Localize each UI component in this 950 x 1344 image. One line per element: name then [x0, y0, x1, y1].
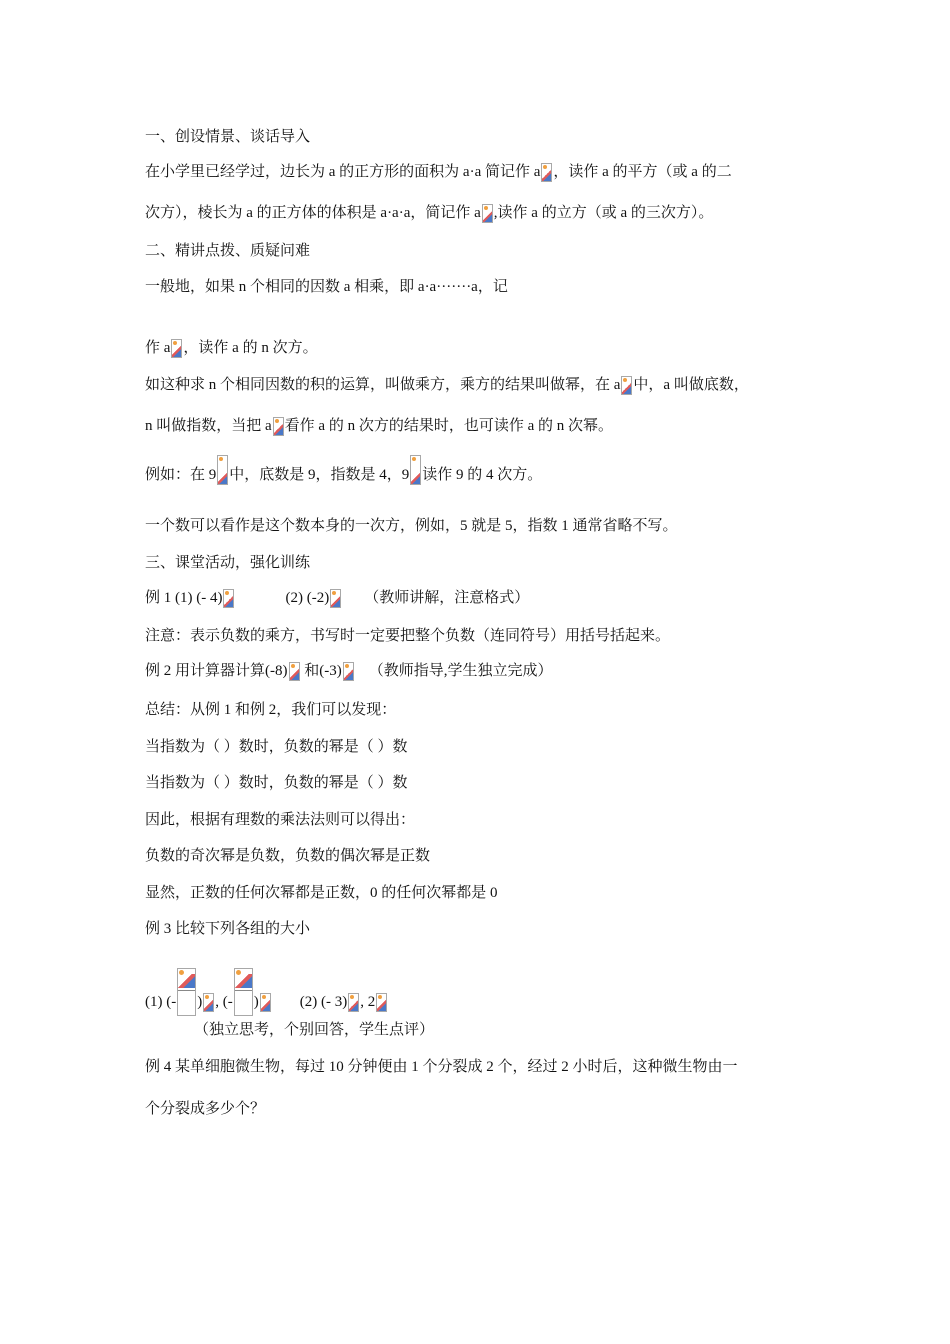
formula-image-icon [217, 455, 228, 485]
text: 读作 9 的 4 次方。 [422, 467, 543, 483]
paragraph-line [145, 375, 749, 395]
text: 如这种求 n 个相同因数的积的运算，叫做乘方，乘方的结果叫做幂，在 a [145, 377, 621, 393]
example-3-line [145, 968, 388, 1010]
paragraph-line [145, 338, 318, 358]
formula-image-icon [621, 376, 632, 395]
text: （教师指导,学生独立完成） [368, 663, 553, 679]
formula-image-icon [541, 163, 552, 182]
text: ) [197, 994, 203, 1010]
example-4-line: 例 4 某单细胞微生物，每过 10 分钟便由 1 个分裂成 2 个，经过 2 小时后，这种微生物由一 [145, 1059, 738, 1075]
formula-image-icon [260, 993, 271, 1012]
text: 例 1 (1) (- 4) [145, 590, 223, 606]
text: (1) (- [145, 994, 177, 1010]
text: （教师讲解，注意格式） [364, 590, 530, 606]
note-line: （独立思考，个别回答，学生点评） [194, 1022, 435, 1038]
text: 例如：在 9 [145, 467, 217, 483]
example-4-line: 个分裂成多少个？ [145, 1101, 266, 1117]
paragraph-line: 因此，根据有理数的乘法法则可以得出： [145, 812, 416, 828]
formula-image-icon [376, 993, 387, 1012]
text: 例 2 用计算器计算(-8) [145, 663, 288, 679]
paragraph-line: 负数的奇次幂是负数，负数的偶次幂是正数 [145, 848, 431, 864]
paragraph-line: 显然，正数的任何次幂都是正数，0 的任何次幂都是 0 [145, 885, 498, 901]
formula-image-icon [223, 589, 234, 608]
section-heading-1: 一、创设情景、谈话导入 [145, 129, 311, 145]
text: (2) (- 3) [299, 994, 348, 1010]
paragraph-line [145, 162, 732, 182]
paragraph-line [145, 455, 543, 483]
text: 中，底数是 9，指数是 4，9 [229, 467, 410, 483]
text: , 2 [360, 994, 376, 1010]
paragraph-line: 一个数可以看作是这个数本身的一次方，例如，5 就是 5，指数 1 通常省略不写。 [145, 518, 678, 534]
text: , (- [215, 994, 233, 1010]
text: 和(-3) [300, 663, 342, 679]
fraction-image-icon [234, 968, 253, 1016]
text: ,读作 a 的立方（或 a 的三次方）。 [493, 205, 714, 221]
formula-image-icon [171, 339, 182, 358]
text: 作 a [145, 340, 171, 356]
formula-image-icon [410, 455, 421, 485]
formula-image-icon [273, 417, 284, 436]
section-heading-3: 三、课堂活动，强化训练 [145, 555, 311, 571]
paragraph-line: 总结：从例 1 和例 2，我们可以发现： [145, 702, 397, 718]
text: 看作 a 的 n 次方的结果时，也可读作 a 的 n 次幂。 [284, 418, 613, 434]
text: ，读作 a 的平方（或 a 的二 [553, 164, 732, 180]
paragraph-line: 注意：表示负数的乘方，书写时一定要把整个负数（连同符号）用括号括起来。 [145, 628, 671, 644]
text: (2) (-2) [285, 590, 330, 606]
text: ，读作 a 的 n 次方。 [183, 340, 318, 356]
formula-image-icon [289, 662, 300, 681]
example-1-line [145, 588, 529, 608]
paragraph-line [145, 416, 613, 436]
section-heading-2: 二、精讲点拨、质疑问难 [145, 243, 311, 259]
paragraph-line: 当指数为（ ）数时，负数的幂是（ ）数 [145, 739, 408, 755]
text: 次方），棱长为 a 的正方体的体积是 a·a·a，简记作 a [145, 205, 481, 221]
formula-image-icon [348, 993, 359, 1012]
example-2-line [145, 661, 553, 681]
fraction-image-icon [177, 968, 196, 1016]
formula-image-icon [203, 993, 214, 1012]
formula-image-icon [343, 662, 354, 681]
text: ) [253, 994, 259, 1010]
text: 在小学里已经学过，边长为 a 的正方形的面积为 a·a 简记作 a [145, 164, 541, 180]
paragraph-line [145, 203, 713, 223]
example-3-heading: 例 3 比较下列各组的大小 [145, 921, 311, 937]
formula-image-icon [330, 589, 341, 608]
paragraph-line: 当指数为（ ）数时，负数的幂是（ ）数 [145, 775, 408, 791]
formula-image-icon [482, 204, 493, 223]
paragraph-line: 一般地，如果 n 个相同的因数 a 相乘，即 a·a·······a，记 [145, 279, 508, 295]
text: n 叫做指数，当把 a [145, 418, 272, 434]
text: 中，a 叫做底数， [633, 377, 749, 393]
